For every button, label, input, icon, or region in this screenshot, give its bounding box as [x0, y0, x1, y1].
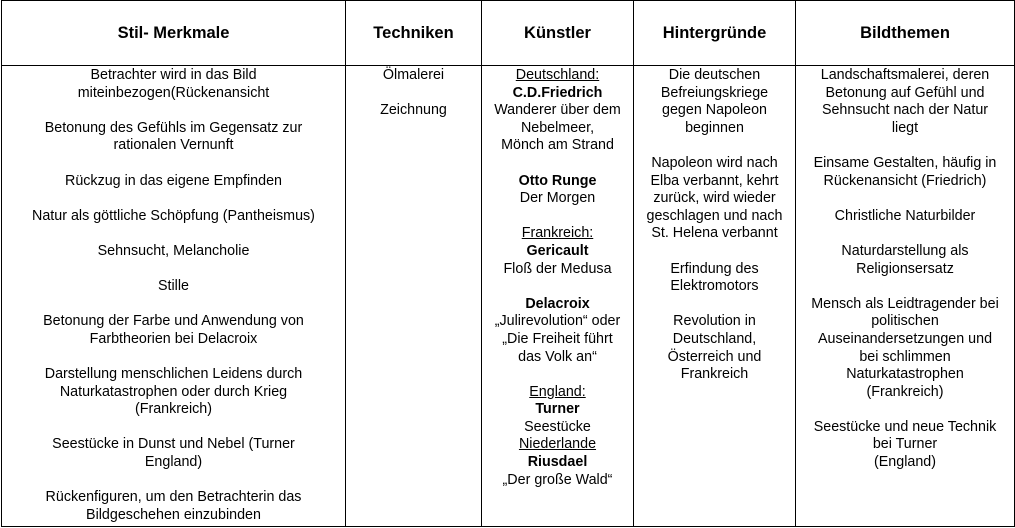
hintergrund-item: Die deutschen Befreiungskriege gegen Napoleon beginnen	[660, 67, 769, 136]
bildthema-item: Seestücke und neue Technik bei Turner (England)	[813, 418, 997, 471]
header-hintergruende: Hintergründe	[634, 1, 796, 66]
stil-item: Darstellung menschlichen Leidens durch Naturkatastrophen oder durch Krieg (Frankreich)	[44, 366, 303, 418]
country-netherlands: Niederlande	[518, 436, 597, 453]
artist-gericault: Gericault	[526, 242, 589, 259]
cell-techniken	[346, 66, 482, 527]
stil-item: Seestücke in Dunst und Nebel (Turner England)	[52, 436, 295, 471]
artist-group-delacroix	[486, 296, 629, 366]
artist-group-germany	[486, 67, 629, 155]
header-bildthemen: Bildthemen	[796, 1, 1015, 66]
hintergrund-item: Napoleon wird nach Elba verbannt, kehrt zurück, wird wieder geschlagen und nach St. Helena verbannt	[646, 154, 783, 242]
artist-group-england	[486, 384, 629, 490]
works-delacroix: „Julirevolution“ oder „Die Freiheit führt das Volk an“	[494, 313, 621, 365]
header-techniken: Techniken	[346, 1, 482, 66]
stil-item: Natur als göttliche Schöpfung (Pantheismus)	[32, 207, 315, 224]
stil-item: Rückzug in das eigene Empfinden	[65, 172, 282, 189]
header-stil-merkmale: Stil- Merkmale	[2, 1, 346, 66]
stil-item: Rückenfiguren, um den Betrachterin das Bildgeschehen einzubinden	[45, 489, 302, 523]
hintergrund-item: Erfindung des Elektromotors	[670, 260, 759, 295]
stil-item: Sehnsucht, Melancholie	[97, 242, 250, 259]
artist-friedrich: C.D.Friedrich	[512, 84, 603, 101]
works-gericault: Floß der Medusa	[503, 260, 612, 277]
artist-turner: Turner	[535, 401, 580, 418]
stil-item: Betrachter wird in das Bild miteinbezogen(Rückenansicht	[77, 67, 270, 101]
bildthema-item: Einsame Gestalten, häufig in Rückenansicht (Friedrich)	[813, 154, 997, 189]
works-friedrich: Wanderer über dem Nebelmeer, Mönch am Strand	[494, 102, 621, 154]
works-riusdael: „Der große Wald“	[502, 471, 613, 488]
country-germany: Deutschland:	[515, 67, 600, 83]
cell-stil-merkmale	[2, 66, 346, 527]
bildthema-item: Mensch als Leidtragender bei politischen Auseinandersetzungen und bei schlimmen Naturkatastrophen (Frankreich)	[811, 295, 999, 400]
artist-group-france	[486, 225, 629, 278]
bildthema-item: Naturdarstellung als Religionsersatz	[841, 242, 969, 277]
artist-delacroix: Delacroix	[525, 295, 590, 312]
stil-item: Betonung des Gefühls im Gegensatz zur rationalen Vernunft	[44, 119, 303, 154]
romanticism-table	[1, 0, 1015, 527]
header-kuenstler: Künstler	[482, 1, 634, 66]
artist-runge: Otto Runge	[518, 172, 597, 189]
hintergrund-item: Revolution in Deutschland, Österreich und Frankreich	[667, 313, 762, 383]
cell-kuenstler	[482, 66, 634, 527]
content-row	[2, 66, 1015, 527]
country-england: England:	[529, 383, 586, 400]
artist-group-runge	[486, 173, 629, 208]
technik-item: Ölmalerei	[382, 67, 445, 83]
technik-item: Zeichnung	[380, 102, 447, 119]
stil-item: Betonung der Farbe und Anwendung von Farbtheorien bei Delacroix	[43, 313, 304, 347]
works-turner: Seestücke	[524, 418, 591, 435]
bildthema-item: Christliche Naturbilder	[834, 207, 976, 224]
country-france: Frankreich:	[521, 225, 594, 242]
works-runge: Der Morgen	[519, 190, 596, 207]
header-row	[2, 1, 1015, 66]
bildthema-item: Landschaftsmalerei, deren Betonung auf Gefühl und Sehnsucht nach der Natur liegt	[820, 67, 990, 136]
cell-hintergruende	[634, 66, 796, 527]
cell-bildthemen	[796, 66, 1015, 527]
stil-item: Stille	[158, 278, 189, 295]
artist-riusdael: Riusdael	[527, 454, 588, 471]
